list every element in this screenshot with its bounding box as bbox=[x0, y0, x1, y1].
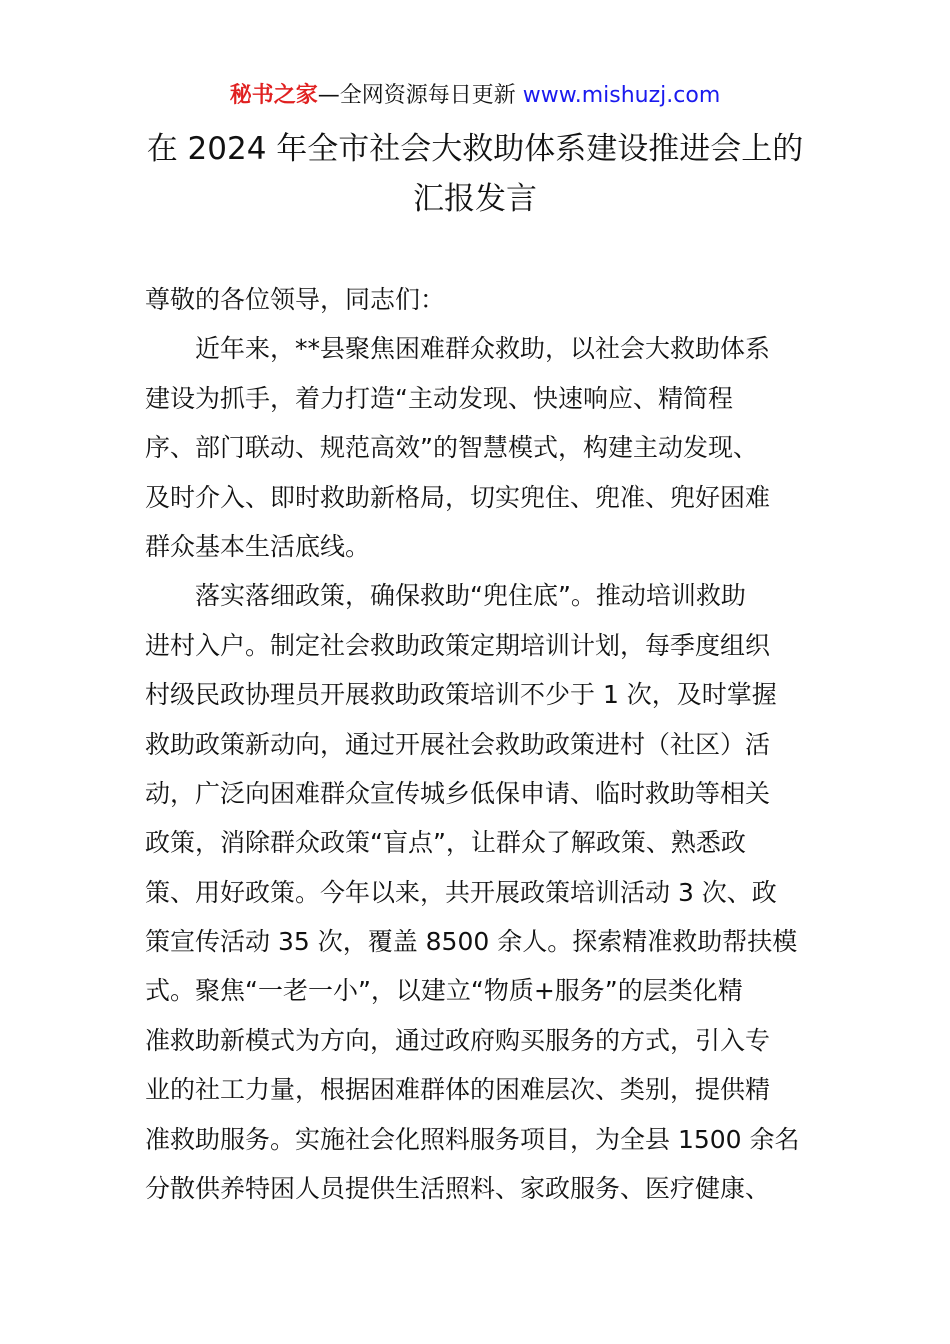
text-line: 业的社工力量，根据困难群体的困难层次、类别，提供精 bbox=[145, 1075, 771, 1105]
site-tagline: —全网资源每日更新 bbox=[317, 83, 516, 108]
text-line: 序、部门联动、规范高效”的智慧模式，构建主动发现、 bbox=[145, 433, 758, 463]
document-title bbox=[0, 124, 950, 224]
text-line: 准救助服务。实施社会化照料服务项目，为全县 1500 余名 bbox=[145, 1124, 800, 1154]
salutation: 尊敬的各位领导，同志们： bbox=[145, 285, 446, 314]
text-line: 动，广泛向困难群众宣传城乡低保申请、临时救助等相关 bbox=[145, 778, 771, 808]
text-line: 落实落细政策，确保救助“兜住底”。推动培训救助 bbox=[195, 581, 746, 611]
site-name: 秘书之家 bbox=[229, 83, 318, 108]
text-line: 政策，消除群众政策“盲点”，让群众了解政策、熟悉政 bbox=[145, 828, 746, 858]
text-line: 进村入户。制定社会救助政策定期培训计划，每季度组织 bbox=[145, 630, 771, 660]
document-body bbox=[145, 275, 810, 1213]
text-line: 策宣传活动 35 次，覆盖 8500 余人。探索精准救助帮扶模 bbox=[145, 927, 798, 957]
text-line: 村级民政协理员开展救助政策培训不少于 1 次，及时掌握 bbox=[145, 680, 777, 710]
site-url-link[interactable]: www.mishuzj.com bbox=[522, 83, 721, 108]
text-line: 准救助新模式为方向，通过政府购买服务的方式，引入专 bbox=[145, 1025, 771, 1055]
title-line-1: 在 2024 年全市社会大救助体系建设推进会上的 bbox=[146, 131, 804, 167]
paragraph-2 bbox=[145, 571, 810, 1213]
text-line: 策、用好政策。今年以来，共开展政策培训活动 3 次、政 bbox=[145, 877, 777, 907]
text-line: 救助政策新动向，通过开展社会救助政策进村（社区）活 bbox=[145, 729, 771, 759]
paragraph-1 bbox=[145, 324, 810, 571]
text-line: 及时介入、即时救助新格局，切实兜住、兜准、兜好困难 bbox=[145, 482, 771, 512]
site-banner bbox=[0, 80, 950, 112]
text-line: 群众基本生活底线。 bbox=[145, 531, 371, 561]
text-line: 分散供养特困人员提供生活照料、家政服务、医疗健康、 bbox=[145, 1174, 771, 1204]
text-line: 建设为抓手，着力打造“主动发现、快速响应、精简程 bbox=[145, 383, 733, 413]
text-line: 式。聚焦“一老一小”，以建立“物质+服务”的层类化精 bbox=[145, 976, 743, 1006]
title-line-2: 汇报发言 bbox=[413, 181, 537, 217]
text-line: 近年来，**县聚焦困难群众救助，以社会大救助体系 bbox=[195, 334, 771, 364]
